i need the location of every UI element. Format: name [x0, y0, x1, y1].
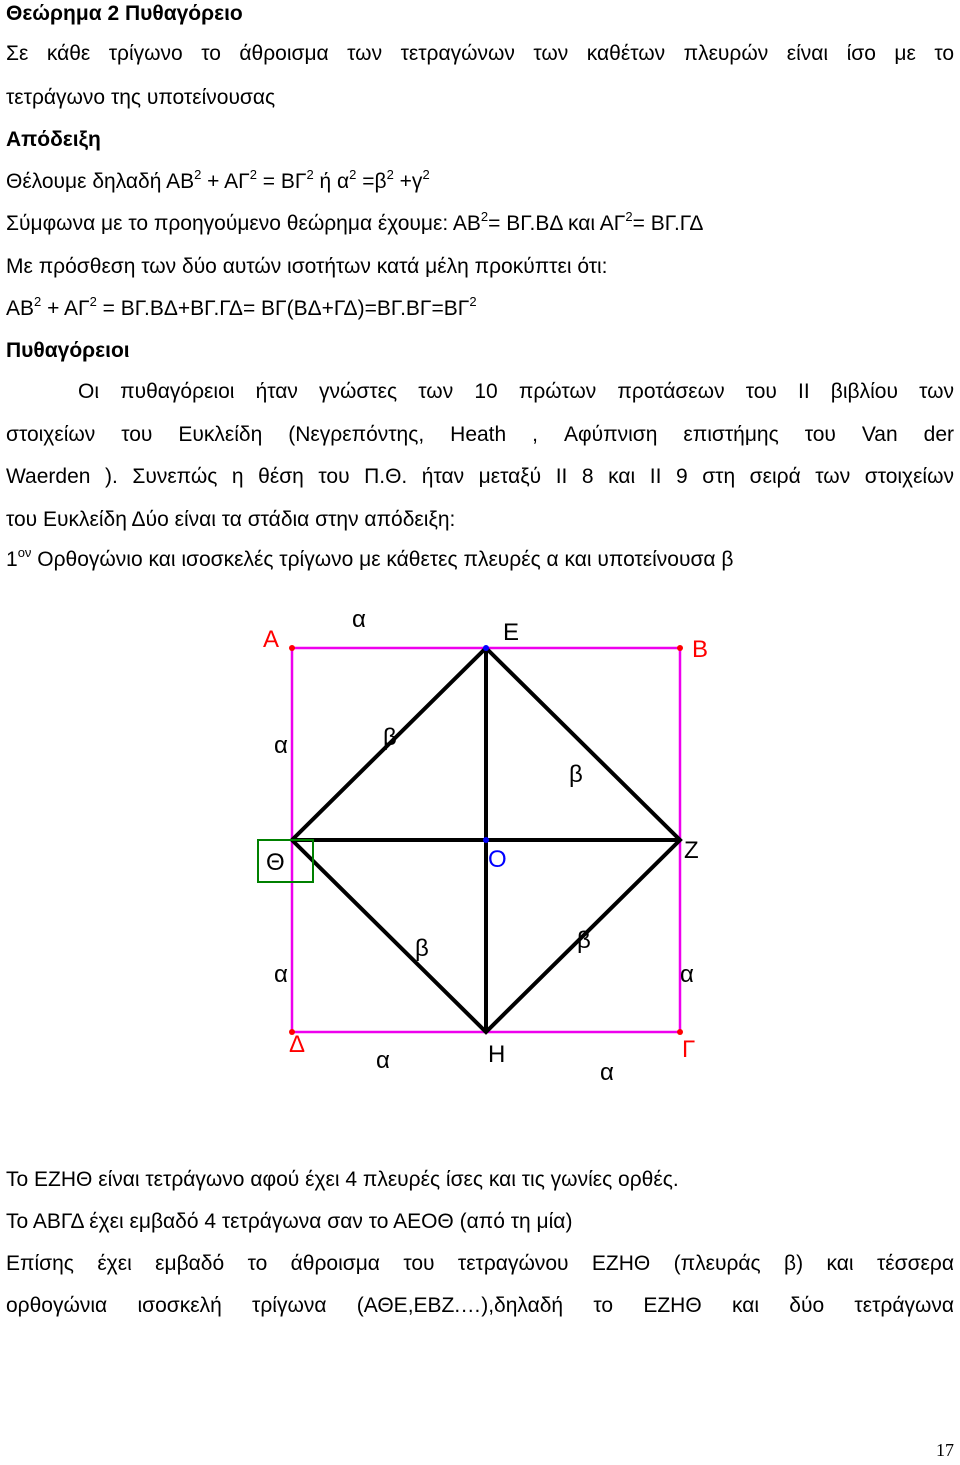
label-vertex-e: Ε [503, 619, 520, 646]
theorem-statement-line-2: τετράγωνο της υποτείνουσας [6, 86, 276, 109]
label-beta-upper-left: β [383, 724, 397, 751]
label-vertex-g: Γ [682, 1036, 696, 1063]
pythagorean-square-figure [0, 590, 960, 1110]
conclusion-line-1: Το ΕΖΗΘ είναι τετράγωνο αφού έχει 4 πλευρές ίσες και τις γωνίες ορθές. [6, 1168, 679, 1191]
label-alpha-bottom-right: α [600, 1059, 614, 1086]
pythagoreans-line-4: του Ευκλείδη Δύο είναι τα στάδια στην απόδειξη: [6, 508, 456, 531]
point-o [483, 837, 489, 843]
label-beta-lower-right: β [577, 927, 591, 954]
label-beta-lower-left: β [415, 935, 429, 962]
proof-line-2: Σύμφωνα με το προηγούμενο θεώρημα έχουμε: $AB^2= B\Gamma.B\Delta$ και $A\Gamma^2= B\Gamma.\Gamma\Delta$ [6, 209, 704, 235]
theorem-statement-line-1: Σε κάθε τρίγωνο το άθροισμα των τετραγώνων των καθέτων πλευρών είναι ίσο με το [6, 42, 954, 65]
conclusion-line-4: ορθογώνια ισοσκελή τρίγωνα (ΑΘΕ,ΕΒΖ.…),δηλαδή το ΕΖΗΘ και δύο τετράγωνα [6, 1294, 954, 1317]
label-vertex-a: Α [263, 626, 280, 653]
label-center-o: Ο [488, 846, 507, 873]
label-vertex-th: Θ [266, 849, 285, 876]
label-alpha-left-lower: α [274, 961, 288, 988]
point-a [289, 645, 295, 651]
page-number: 17 [936, 1440, 954, 1460]
point-b [677, 645, 683, 651]
label-alpha-right-lower: α [680, 961, 694, 988]
proof-line-3: Με πρόσθεση των δύο αυτών ισοτήτων κατά μέλη προκύπτει ότι: [6, 255, 608, 278]
label-beta-upper-right: β [569, 761, 583, 788]
pythagoreans-heading: Πυθαγόρειοι [6, 339, 130, 362]
label-alpha-left-upper: α [274, 732, 288, 759]
conclusion-line-3: Επίσης έχει εμβαδό το άθροισμα του τετραγώνου ΕΖΗΘ (πλευράς β) και τέσσερα [6, 1252, 954, 1275]
conclusion-line-2: Το ΑΒΓΔ έχει εμβαδό 4 τετράγωνα σαν το ΑΕΟΘ (από τη μία) [6, 1210, 573, 1233]
proof-line-1: Θέλουμε δηλαδή $AB^2 + A\Gamma^2 = B\Gamma^2$ ή $\alpha^2 =\beta^2 +\gamma^2$ [6, 167, 430, 193]
label-alpha-bottom-left: α [376, 1047, 390, 1074]
page-title: Θεώρημα 2 Πυθαγόρειο [6, 2, 243, 25]
proof-heading: Απόδειξη [6, 128, 101, 151]
label-alpha-top: α [352, 606, 366, 633]
pythagoreans-line-3: Waerden ). Συνεπώς η θέση του Π.Θ. ήταν μεταξύ ΙΙ 8 και ΙΙ 9 στη σειρά των στοιχείων [6, 465, 954, 488]
label-vertex-b: Β [692, 636, 709, 663]
point-e [483, 645, 489, 651]
label-vertex-h: Η [488, 1041, 506, 1068]
pythagoreans-line-2: στοιχείων του Ευκλείδη (Νεγρεπόντης, Heath , Αφύπνιση επιστήμης του Van der [6, 423, 954, 446]
label-vertex-d: Δ [289, 1031, 306, 1058]
pythagoreans-line-1: Οι πυθαγόρειοι ήταν γνώστες των 10 πρώτων προτάσεων του ΙΙ βιβλίου των [78, 380, 954, 403]
label-vertex-z: Ζ [684, 837, 699, 864]
pythagoreans-line-5: $1^{o\nu}$ Ορθογώνιο και ισοσκελές τρίγωνο με κάθετες πλευρές α και υποτείνουσα β [6, 545, 734, 571]
point-g [677, 1029, 683, 1035]
proof-line-4: $AB^2 + A\Gamma^2 = B\Gamma.B\Delta+B\Gamma.\Gamma\Delta= B\Gamma(B\Delta+\Gamma\Delta)=B\Gamma.B\Gamma=B\Gamma^2$ [6, 294, 477, 320]
